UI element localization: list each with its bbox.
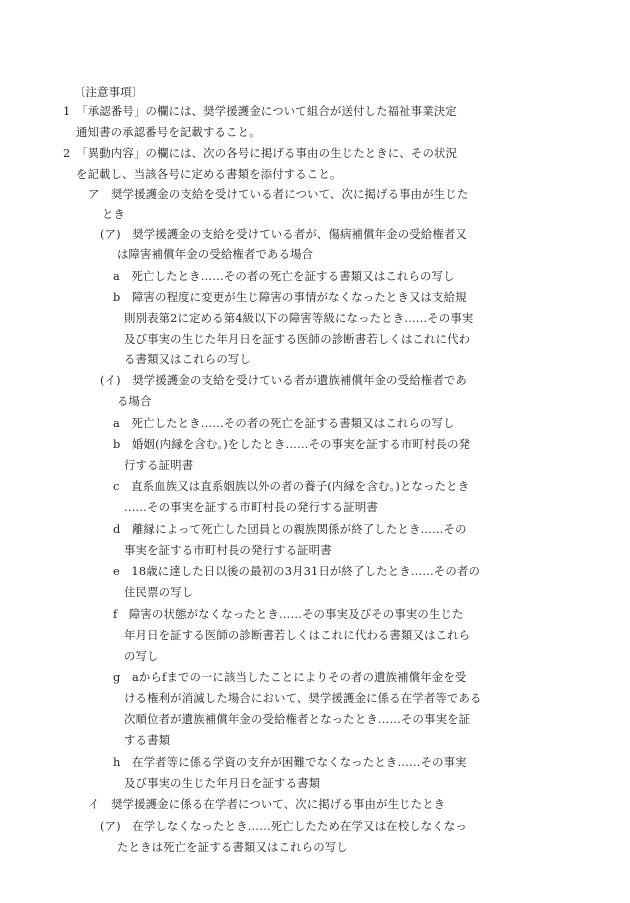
doc-line: 及び事実の生じた年月日を証する書類 bbox=[124, 776, 321, 790]
doc-line: 次順位者が遺族補償年金の受給権者となったとき……その事実を証 bbox=[124, 712, 471, 726]
doc-line: 及び事実の生じた年月日を証する医師の診断書若しくはこれに代わ bbox=[124, 332, 471, 346]
doc-line: ける権利が消滅した場合において、奨学援護金に係る在学者等である bbox=[124, 691, 482, 705]
doc-line: 則別表第2に定める第4級以下の障害等級になったとき……その事実 bbox=[124, 311, 474, 325]
doc-line: 住民票の写し bbox=[124, 585, 194, 599]
doc-line: (ア) 在学しなくなったとき……死亡したため在学又は在校しなくなっ bbox=[100, 819, 467, 833]
doc-line: とき bbox=[102, 207, 126, 221]
doc-line: f 障害の状態がなくなったとき……その事実及びその事実の生じた bbox=[113, 607, 464, 621]
doc-line: h 在学者等に係る学資の支弁が困難でなくなったとき……その事実 bbox=[113, 755, 467, 769]
doc-line: する書類 bbox=[124, 733, 171, 747]
doc-line: (イ) 奨学援護金の支給を受けている者が遺族補償年金の受給権者であ bbox=[100, 373, 467, 387]
doc-line: 1 「承認番号」の欄には、奨学援護金について組合が送付した福祉事業決定 bbox=[63, 104, 457, 118]
doc-line: b 婚姻(内縁を含む。)をしたとき……その事実を証する市町村長の発 bbox=[113, 437, 471, 451]
doc-line: c 直系血族又は直系姻族以外の者の養子(内縁を含む。)となったとき bbox=[113, 479, 470, 493]
doc-line: b 障害の程度に変更が生じ障害の事情がなくなったとき又は支給規 bbox=[113, 290, 467, 304]
doc-line: 年月日を証する医師の診断書若しくはこれに代わる書類又はこれら bbox=[124, 628, 471, 642]
doc-line: ……その事実を証する市町村長の発行する証明書 bbox=[124, 500, 378, 514]
doc-line: e 18歳に達した日以後の最初の3月31日が終了したとき……その者の bbox=[113, 564, 481, 578]
doc-line: 2 「異動内容」の欄には、次の各号に掲げる事由の生じたときに、その状況 bbox=[63, 146, 458, 160]
doc-line: る書類又はこれらの写し bbox=[124, 352, 251, 366]
doc-line: d 離縁によって死亡した団員との親族関係が終了したとき……その bbox=[113, 522, 467, 536]
doc-line: (ア) 奨学援護金の支給を受けている者が、傷病補償年金の受給権者又 bbox=[100, 227, 467, 241]
doc-line: ア 奨学援護金の支給を受けている者について、次に掲げる事由が生じた bbox=[88, 187, 469, 201]
doc-line: たときは死亡を証する書類又はこれらの写し bbox=[117, 840, 348, 854]
doc-line: イ 奨学援護金に係る在学者について、次に掲げる事由が生じたとき bbox=[88, 797, 446, 811]
doc-line: a 死亡したとき……その者の死亡を証する書類又はこれらの写し bbox=[113, 416, 455, 430]
doc-line: g aからfまでの一に該当したことによりその者の遺族補償年金を受 bbox=[113, 670, 467, 684]
notes-heading: 〔注意事項〕 bbox=[74, 85, 144, 99]
doc-line: る場合 bbox=[117, 394, 152, 408]
doc-line: 行する証明書 bbox=[124, 458, 194, 472]
doc-line: 事実を証する市町村長の発行する証明書 bbox=[124, 543, 332, 557]
doc-line: a 死亡したとき……その者の死亡を証する書類又はこれらの写し bbox=[113, 269, 455, 283]
doc-line: の写し bbox=[124, 649, 159, 663]
doc-line: 通知書の承認番号を記載すること。 bbox=[76, 125, 261, 139]
doc-line: を記載し、当該各号に定める書類を添付すること。 bbox=[76, 167, 342, 181]
doc-line: は障害補償年金の受給権者である場合 bbox=[117, 247, 314, 261]
